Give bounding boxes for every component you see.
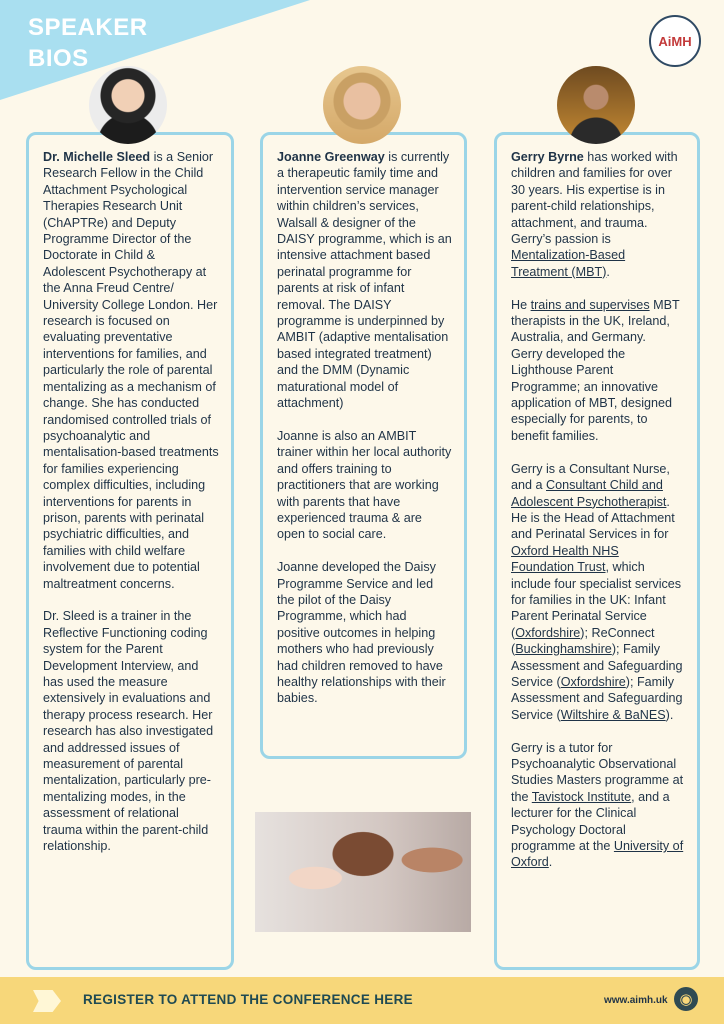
bio-paragraph — [511, 740, 685, 871]
link-oxford-health[interactable]: Oxford Health NHS Foundation Trust — [511, 543, 619, 575]
bio-text: ); Family Assessment and Safeguarding Service ( — [511, 674, 683, 722]
speaker-card-greenway — [260, 132, 467, 759]
bio-text: ). — [665, 707, 674, 722]
link-consultant-psychotherapist[interactable]: Consultant Child and Adolescent Psychotherapist — [511, 478, 667, 509]
aimh-logo[interactable] — [649, 15, 701, 67]
bio-text: ); ReConnect ( — [511, 625, 655, 657]
bio-paragraph — [511, 149, 685, 280]
speaker-name: Gerry Byrne — [511, 150, 584, 164]
bio-text: Gerry is a tutor for Psychoanalytic Observational Studies Masters programme at the — [511, 740, 684, 804]
bio-text: has worked with children and families for over 30 years. His expertise is in parent-child relationships, attachment, and trauma. Gerry’s passion is — [511, 150, 678, 247]
bio-text: . — [606, 264, 610, 279]
bio-paragraph — [277, 149, 452, 412]
title-line-1: SPEAKER — [28, 14, 148, 41]
link-university-oxford[interactable]: University of Oxford — [511, 839, 684, 870]
bio-paragraph: Gerry developed the Lighthouse Parent Programme; an innovative application of MBT, designed especially for parents, to benefit families. — [511, 346, 673, 443]
link-buckinghamshire[interactable]: Buckinghamshire — [515, 642, 612, 657]
speaker-card-sleed — [26, 132, 234, 970]
bio-text: Gerry is a Consultant Nurse, and a — [511, 461, 670, 493]
avatar-gerry-byrne — [557, 66, 635, 144]
bio-text: MBT therapists in the UK, Ireland, Australia, and Germany. — [511, 297, 680, 345]
avatar-michelle-sleed — [89, 66, 167, 144]
bio-text: . He is the Head of Attachment and Perinatal Services in for — [511, 494, 675, 542]
title-line-2: BIOS — [28, 45, 89, 72]
link-wiltshire-banes[interactable]: Wiltshire & BaNES — [560, 707, 666, 722]
bio-text: ); Family Assessment and Safeguarding Service ( — [511, 642, 683, 689]
register-link[interactable]: REGISTER TO ATTEND THE CONFERENCE HERE — [83, 992, 413, 1007]
bio-text: is a Senior Research Fellow in the Child Attachment Psychological Therapies Research Unit (ChAPTRe) and Deputy Programme Director of the Doctorate in Child & Adolescent Psychotherapy at the Anna Freud Centre/ University College London. Her research is focused on evaluating preventative interventions for families, and particularly the role of parental mentalizing as a mechanism of change. She has conducted randomised controlled trials of psychoanalytic and mentalisation-based treatments for families experiencing complex difficulties, including interventions for parents in prison, parents with perinatal psychiatric difficulties, and families with child welfare involvement due to potential maltreatment concerns. — [43, 150, 219, 591]
bio-text: , and a lecturer for the Clinical Psychology Doctoral programme at the — [511, 789, 670, 854]
family-photo — [255, 812, 471, 932]
bio-paragraph: Dr. Sleed is a trainer in the Reflective Functioning coding system for the Parent Development Interview, and has used the measure extensively in evaluations and therapy process research. Her research has also investigated and addressed issues of measurement of parental mentalization, particularly pre-mentalizing modes, in the assessment of relational trauma within the parent-child relationship. — [43, 609, 214, 854]
avatar-joanne-greenway — [323, 66, 401, 144]
speaker-name: Joanne Greenway — [277, 150, 385, 164]
bio-text: He — [511, 297, 531, 312]
speaker-card-byrne — [494, 132, 700, 970]
globe-icon[interactable]: ◉ — [674, 987, 698, 1011]
bio-paragraph: Joanne is also an AMBIT trainer within her local authority and offers training to practitioners that are working with parents that have experienced trauma & are open to social care. — [277, 428, 452, 542]
link-oxfordshire[interactable]: Oxfordshire — [515, 625, 581, 640]
bio-paragraph — [43, 149, 219, 592]
link-tavistock[interactable]: Tavistock Institute — [531, 789, 632, 804]
link-mbt[interactable]: Mentalization-Based Treatment (MBT) — [511, 248, 626, 279]
website-link[interactable]: www.aimh.uk — [604, 995, 668, 1006]
bio-text: , which include four specialist services for families in the UK: Infant Parent Perinatal Service ( — [511, 560, 682, 640]
bio-text: is currently a therapeutic family time and intervention service manager within children’s services, Walsall & designer of the DAISY programme, which is an intensive attachment based perinatal programme for parents at risk of infant removal. The DAISY programme is underpinned by AMBIT (adaptive mentalisation based integrated treatment) and the DMM (Dynamic maturational model of attachment) — [277, 150, 452, 411]
logo-text: AiMH — [658, 33, 692, 49]
speaker-name: Dr. Michelle Sleed — [43, 150, 151, 164]
bio-paragraph: Joanne developed the Daisy Programme Service and led the pilot of the Daisy Programme, which had positive outcomes in helping mothers who had previously had children removed to have healthy relationships with their babies. — [277, 560, 446, 706]
link-trains-supervises[interactable]: trains and supervises — [530, 297, 650, 312]
bio-text: . — [548, 855, 553, 870]
link-oxfordshire-2[interactable]: Oxfordshire — [560, 674, 626, 689]
bio-paragraph — [511, 297, 685, 346]
page-title — [28, 12, 148, 74]
bio-paragraph — [511, 461, 685, 724]
